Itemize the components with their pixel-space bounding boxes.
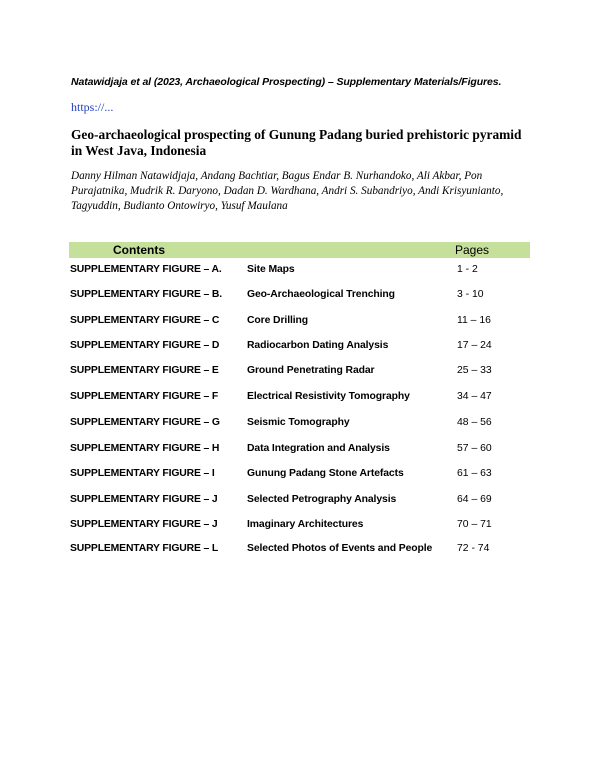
toc-figure-title: Site Maps xyxy=(247,264,295,275)
doi-link[interactable]: https://... xyxy=(71,100,114,114)
toc-pages-label: Pages xyxy=(455,243,490,257)
toc-page-range: 1 - 2 xyxy=(457,264,478,275)
toc-contents-label: Contents xyxy=(113,243,165,257)
toc-figure-title: Radiocarbon Dating Analysis xyxy=(247,340,389,351)
toc-figure-id: SUPPLEMENTARY FIGURE – F xyxy=(70,391,219,402)
toc-page-range: 3 - 10 xyxy=(457,289,484,300)
toc-figure-title: Selected Petrography Analysis xyxy=(247,494,397,505)
toc-figure-id: SUPPLEMENTARY FIGURE – E xyxy=(70,365,219,376)
toc-row[interactable] xyxy=(70,389,530,405)
toc-figure-id: SUPPLEMENTARY FIGURE – L xyxy=(70,543,219,554)
toc-figure-id: SUPPLEMENTARY FIGURE – I xyxy=(70,468,215,479)
toc-row[interactable] xyxy=(70,338,530,354)
author-list: Danny Hilman Natawidjaja, Andang Bachtiar, Bagus Endar B. Nurhandoko, Ali Akbar, Pon Purajatnika, Mudrik R. Daryono, Dadan D. Wardhana, Andri S. Subandriyo, Andi Krisyunianto, Tagyuddin, Budianto Ontowiryo, Yusuf Maulana xyxy=(71,170,504,213)
toc-figure-title: Seismic Tomography xyxy=(247,417,350,428)
toc-figure-title: Electrical Resistivity Tomography xyxy=(247,391,410,402)
toc-figure-id: SUPPLEMENTARY FIGURE – C xyxy=(70,315,220,326)
toc-figure-id: SUPPLEMENTARY FIGURE – J xyxy=(70,519,218,530)
toc-figure-title: Selected Photos of Events and People xyxy=(247,543,433,554)
toc-row[interactable] xyxy=(70,492,530,508)
toc-header-bar xyxy=(69,242,530,258)
toc-page-range: 25 – 33 xyxy=(457,365,492,376)
toc-figure-id: SUPPLEMENTARY FIGURE – A. xyxy=(70,264,222,275)
toc-row[interactable] xyxy=(70,441,530,457)
toc-row[interactable] xyxy=(70,415,530,431)
toc-row[interactable] xyxy=(70,466,530,482)
toc-figure-id: SUPPLEMENTARY FIGURE – G xyxy=(70,417,220,428)
toc-figure-id: SUPPLEMENTARY FIGURE – J xyxy=(70,494,218,505)
toc-page-range: 61 – 63 xyxy=(457,468,492,479)
toc-row[interactable] xyxy=(70,363,530,379)
toc-page-range: 17 – 24 xyxy=(457,340,492,351)
toc-figure-title: Imaginary Architectures xyxy=(247,519,364,530)
toc-row[interactable] xyxy=(70,313,530,329)
toc-figure-id: SUPPLEMENTARY FIGURE – H xyxy=(70,443,220,454)
toc-figure-title: Geo-Archaeological Trenching xyxy=(247,289,395,300)
toc-page-range: 64 – 69 xyxy=(457,494,492,505)
toc-figure-title: Ground Penetrating Radar xyxy=(247,365,375,376)
toc-page-range: 11 – 16 xyxy=(457,315,491,326)
toc-figure-id: SUPPLEMENTARY FIGURE – B. xyxy=(70,289,222,300)
toc-figure-title: Gunung Padang Stone Artefacts xyxy=(247,468,404,479)
toc-page-range: 70 – 71 xyxy=(457,519,492,530)
toc-figure-id: SUPPLEMENTARY FIGURE – D xyxy=(70,340,220,351)
citation-header: Natawidjaja et al (2023, Archaeological Prospecting) – Supplementary Materials/Figures. xyxy=(71,76,502,88)
toc-row[interactable] xyxy=(70,517,530,533)
toc-page-range: 72 - 74 xyxy=(457,543,490,554)
toc-figure-title: Data Integration and Analysis xyxy=(247,443,390,454)
toc-figure-title: Core Drilling xyxy=(247,315,309,326)
document-title: Geo-archaeological prospecting of Gunung Padang buried prehistoric pyramid in West Java, Indonesia xyxy=(71,127,522,158)
toc-row[interactable] xyxy=(70,287,530,303)
toc-page-range: 57 – 60 xyxy=(457,443,492,454)
toc-row[interactable] xyxy=(70,541,530,557)
toc-page-range: 48 – 56 xyxy=(457,417,492,428)
toc-page-range: 34 – 47 xyxy=(457,391,492,402)
toc-row[interactable] xyxy=(70,262,530,278)
